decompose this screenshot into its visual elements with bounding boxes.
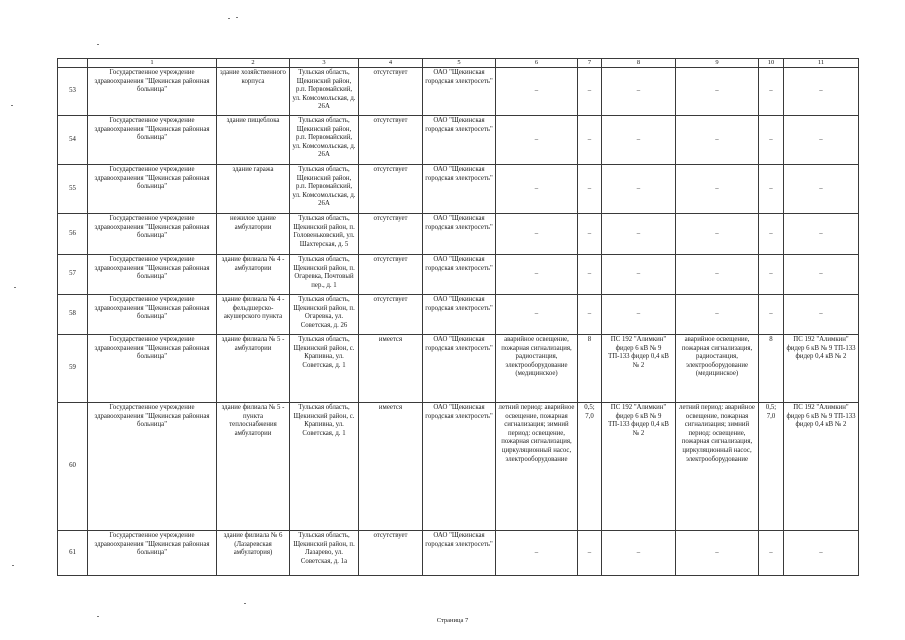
reserve-status-cell: отсутствует <box>359 116 423 165</box>
reserve-status-cell: отсутствует <box>359 531 423 576</box>
feeder-cell: – <box>602 531 676 576</box>
feeder-cell: – <box>784 214 859 255</box>
row-number: 58 <box>58 295 88 335</box>
row-number: 56 <box>58 214 88 255</box>
consumers-cell: – <box>676 295 759 335</box>
reserve-status-cell: отсутствует <box>359 255 423 295</box>
address-cell: Тульская область, Щекинский район, п. Головеньковский, ул. Шахтерская, д. 5 <box>290 214 359 255</box>
row-number: 53 <box>58 68 88 116</box>
consumers-cell: летний период: аварийное освещение, пожарная сигнализация; зимний период: освещение, пожарная сигнализация, циркуляционный насос, электрооборудование <box>676 403 759 531</box>
address-cell: Тульская область, Щекинский район, п. Лазарево, ул. Советская, д. 1а <box>290 531 359 576</box>
page-number: Страница 7 <box>436 617 469 624</box>
power-cell: – <box>759 214 784 255</box>
column-number-row <box>58 59 859 68</box>
table-row <box>58 214 859 255</box>
consumers-cell: – <box>676 116 759 165</box>
owner-cell: Государственное учреждение здравоохранения "Щекинская районная больница" <box>88 335 217 403</box>
power-cell: – <box>578 214 602 255</box>
address-cell: Тульская область, Щекинский район, р.п. Первомайский, ул. Комсомольская, д. 26А <box>290 68 359 116</box>
column-number: 10 <box>759 59 784 68</box>
consumers-cell: – <box>676 68 759 116</box>
owner-cell: Государственное учреждение здравоохранения "Щекинская районная больница" <box>88 214 217 255</box>
feeder-cell: – <box>602 116 676 165</box>
consumers-cell: аварийное освещение, пожарная сигнализация, радиостанция, электрооборудование (медицинское) <box>496 335 578 403</box>
building-cell: здание филиала № 5 - амбулатории <box>217 335 290 403</box>
consumers-cell: – <box>496 531 578 576</box>
address-cell: Тульская область, Щекинский район, п. Огаревка, Почтовый пер., д. 1 <box>290 255 359 295</box>
scan-speck <box>236 17 238 18</box>
row-number: 54 <box>58 116 88 165</box>
address-cell: Тульская область, Щекинский район, п. Огаревка, ул. Советская, д. 26 <box>290 295 359 335</box>
grid-operator-cell: ОАО "Щекинская городская электросеть" <box>423 68 496 116</box>
consumers-cell: – <box>496 255 578 295</box>
feeder-cell: ПС 192 "Алимкин" фидер 6 кВ № 9 ТП-133 фидер 0,4 кВ № 2 <box>784 335 859 403</box>
owner-cell: Государственное учреждение здравоохранения "Щекинская районная больница" <box>88 68 217 116</box>
reserve-status-cell: отсутствует <box>359 295 423 335</box>
consumers-cell: – <box>676 531 759 576</box>
grid-operator-cell: ОАО "Щекинская городская электросеть" <box>423 403 496 531</box>
building-cell: здание филиала № 4 - амбулатории <box>217 255 290 295</box>
building-cell: здание филиала № 4 - фельдшерско-акушерского пункта <box>217 295 290 335</box>
feeder-cell: – <box>784 531 859 576</box>
reserve-status-cell: имеется <box>359 403 423 531</box>
table-row <box>58 335 859 403</box>
address-cell: Тульская область, Щекинский район, с. Крапивна, ул. Советская, д. 1 <box>290 335 359 403</box>
consumers-cell: – <box>676 214 759 255</box>
column-number: 7 <box>578 59 602 68</box>
owner-cell: Государственное учреждение здравоохранения "Щекинская районная больница" <box>88 403 217 531</box>
building-cell: здание хозяйственного корпуса <box>217 68 290 116</box>
grid-operator-cell: ОАО "Щекинская городская электросеть" <box>423 255 496 295</box>
building-cell: здание филиала № 5 - пункта теплоснабжения амбулатории <box>217 403 290 531</box>
table-row <box>58 116 859 165</box>
column-number: 3 <box>290 59 359 68</box>
table-row <box>58 255 859 295</box>
feeder-cell: – <box>602 255 676 295</box>
reserve-status-cell: отсутствует <box>359 68 423 116</box>
power-cell: 8 <box>578 335 602 403</box>
table-row <box>58 295 859 335</box>
power-cell: – <box>578 165 602 214</box>
grid-operator-cell: ОАО "Щекинская городская электросеть" <box>423 165 496 214</box>
feeder-cell: ПС 192 "Алимкин" фидер 6 кВ № 9 ТП-133 фидер 0,4 кВ № 2 <box>602 335 676 403</box>
column-number: 6 <box>496 59 578 68</box>
document-table <box>57 58 859 576</box>
feeder-cell: – <box>784 165 859 214</box>
header-blank-cell <box>58 59 88 68</box>
scan-speck <box>12 565 14 566</box>
owner-cell: Государственное учреждение здравоохранения "Щекинская районная больница" <box>88 295 217 335</box>
scan-speck <box>228 18 230 19</box>
power-cell: 0,5; 7,0 <box>759 403 784 531</box>
address-cell: Тульская область, Щекинский район, р.п. Первомайский, ул. Комсомольская, д. 26А <box>290 116 359 165</box>
grid-operator-cell: ОАО "Щекинская городская электросеть" <box>423 295 496 335</box>
column-number: 9 <box>676 59 759 68</box>
power-cell: – <box>578 116 602 165</box>
grid-operator-cell: ОАО "Щекинская городская электросеть" <box>423 214 496 255</box>
column-number: 4 <box>359 59 423 68</box>
owner-cell: Государственное учреждение здравоохранения "Щекинская районная больница" <box>88 255 217 295</box>
table-row <box>58 531 859 576</box>
row-number: 61 <box>58 531 88 576</box>
power-cell: – <box>578 255 602 295</box>
scan-speck <box>14 287 16 288</box>
consumers-cell: аварийное освещение, пожарная сигнализация, радиостанция, электрооборудование (медицинское) <box>676 335 759 403</box>
building-cell: здание гаража <box>217 165 290 214</box>
consumers-cell: – <box>496 68 578 116</box>
building-cell: нежилое здание амбулатории <box>217 214 290 255</box>
reserve-status-cell: отсутствует <box>359 165 423 214</box>
power-cell: – <box>759 116 784 165</box>
power-cell: – <box>759 68 784 116</box>
feeder-cell: – <box>602 214 676 255</box>
power-cell: 8 <box>759 335 784 403</box>
table-row <box>58 403 859 531</box>
feeder-cell: – <box>784 116 859 165</box>
address-cell: Тульская область, Щекинский район, р.п. Первомайский, ул. Комсомольская, д. 26А <box>290 165 359 214</box>
grid-operator-cell: ОАО "Щекинская городская электросеть" <box>423 335 496 403</box>
scan-speck <box>244 603 246 604</box>
reserve-status-cell: отсутствует <box>359 214 423 255</box>
reserve-status-cell: имеется <box>359 335 423 403</box>
feeder-cell: – <box>602 165 676 214</box>
consumers-cell: – <box>676 255 759 295</box>
grid-operator-cell: ОАО "Щекинская городская электросеть" <box>423 531 496 576</box>
feeder-cell: – <box>784 255 859 295</box>
consumers-cell: – <box>496 116 578 165</box>
table-row <box>58 68 859 116</box>
column-number: 11 <box>784 59 859 68</box>
feeder-cell: ПС 192 "Алимкин" фидер 6 кВ № 9 ТП-133 фидер 0,4 кВ № 2 <box>784 403 859 531</box>
owner-cell: Государственное учреждение здравоохранения "Щекинская районная больница" <box>88 531 217 576</box>
column-number: 8 <box>602 59 676 68</box>
column-number: 5 <box>423 59 496 68</box>
power-cell: – <box>759 165 784 214</box>
power-cell: – <box>578 68 602 116</box>
grid-operator-cell: ОАО "Щекинская городская электросеть" <box>423 116 496 165</box>
column-number: 1 <box>88 59 217 68</box>
consumers-cell: – <box>496 295 578 335</box>
power-cell: – <box>759 255 784 295</box>
building-cell: здание пищеблока <box>217 116 290 165</box>
row-number: 60 <box>58 403 88 531</box>
power-cell: 0,5; 7,0 <box>578 403 602 531</box>
scan-speck <box>11 105 13 106</box>
power-cell: – <box>759 295 784 335</box>
feeder-cell: – <box>784 295 859 335</box>
consumers-cell: летний период: аварийное освещение, пожарная сигнализация; зимний период: освещение, пожарная сигнализация, циркуляционный насос, электрооборудование <box>496 403 578 531</box>
feeder-cell: – <box>784 68 859 116</box>
row-number: 55 <box>58 165 88 214</box>
consumers-cell: – <box>496 165 578 214</box>
power-cell: – <box>578 295 602 335</box>
owner-cell: Государственное учреждение здравоохранения "Щекинская районная больница" <box>88 116 217 165</box>
feeder-cell: – <box>602 68 676 116</box>
feeder-cell: ПС 192 "Алимкин" фидер 6 кВ № 9 ТП-133 фидер 0,4 кВ № 2 <box>602 403 676 531</box>
owner-cell: Государственное учреждение здравоохранения "Щекинская районная больница" <box>88 165 217 214</box>
power-cell: – <box>759 531 784 576</box>
address-cell: Тульская область, Щекинский район, с. Крапивна, ул. Советская, д. 1 <box>290 403 359 531</box>
power-cell: – <box>578 531 602 576</box>
consumers-cell: – <box>676 165 759 214</box>
column-number: 2 <box>217 59 290 68</box>
scan-speck <box>97 44 99 45</box>
row-number: 59 <box>58 335 88 403</box>
consumers-cell: – <box>496 214 578 255</box>
building-cell: здание филиала № 6 (Лазаревская амбулатория) <box>217 531 290 576</box>
table-row <box>58 165 859 214</box>
row-number: 57 <box>58 255 88 295</box>
feeder-cell: – <box>602 295 676 335</box>
